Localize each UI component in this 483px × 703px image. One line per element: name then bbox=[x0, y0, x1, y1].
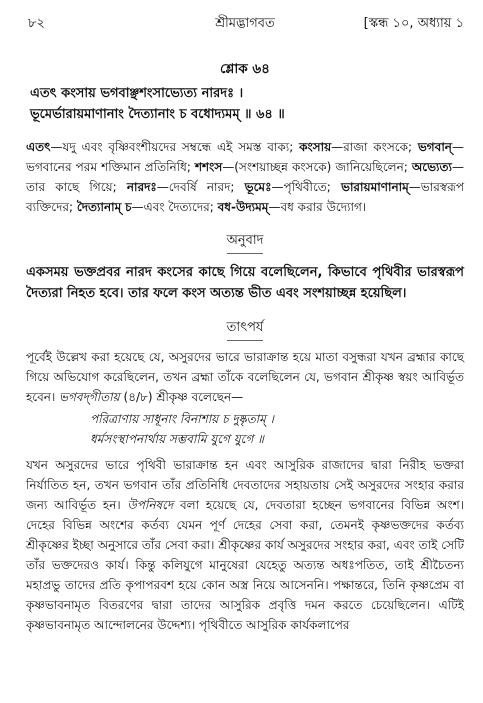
quote-line-1: পরিত্রাণায় সাধূনাং বিনাশায় চ দুষ্কৃতাম্ । bbox=[90, 412, 274, 426]
translation-title bbox=[26, 231, 464, 254]
synonym-meaning: —পৃথিবীতে; bbox=[271, 180, 342, 194]
verse-line-2: ভূমের্ভারায়মাণানাং দৈত্যানাং চ বধোদ্যমম্ ॥ ৬৪ ॥ bbox=[30, 107, 285, 122]
purport-paragraph-1 bbox=[26, 347, 464, 407]
book-title: শ্রীমদ্ভাগবত bbox=[215, 16, 275, 31]
gita-quote bbox=[26, 409, 464, 449]
purport-title-text: তাৎপর্য bbox=[227, 318, 264, 341]
purport-text: বলা হয়েছে যে, দেবতারা হচ্ছেন ভগবানের বিভিন্ন অংশ। দেহের বিভিন্ন অংশের কর্তব্য যেমন পূর্ণ দেহের সেবা করা, তেমনই কৃষ্ণভক্তদের কর্তব্য শ্রীকৃষ্ণের ইচ্ছা অনুসারে তাঁর সেবা করা। শ্রীকৃষ্ণের কার্য অসুরদের সংহার করা, এবং তাই সেটি তাঁর ভক্তদেরও কার্য। কিন্তু কলিযুগে মানুষেরা যেহেতু অত্যন্ত অধঃপতিত, তাই শ্রীচৈতন্য মহাপ্রভু তাদের প্রতি কৃপাপরবশ হয়ে কোন অস্ত্র নিয়ে আসেননি। পক্ষান্তরে, তিনি কৃষ্ণপ্রেম বা কৃষ্ণভাবনামৃত বিতরণের দ্বারা তাদের আসুরিক প্রবৃত্তি দমন করতে চেয়েছিলেন। এটিই কৃষ্ণভাবনামৃত আন্দোলনের উদ্দেশ্য। পৃথিবীতে আসুরিক কার্যকলাপের bbox=[26, 498, 465, 632]
purport-title bbox=[26, 318, 464, 341]
synonym-term: শশংস bbox=[194, 160, 223, 174]
purport-text: (৪/৮) শ্রীকৃষ্ণ বলেছেন— bbox=[119, 390, 244, 404]
sanskrit-verse bbox=[26, 83, 464, 125]
verse-line-1: এতৎ কংসায় ভগবাঞ্ছশংসাভ্যেত্য নারদঃ । bbox=[30, 86, 244, 101]
synonym-term: বধ-উদ্যমম্ bbox=[217, 200, 269, 214]
synonym-meaning: —দেবর্ষি নারদ; bbox=[156, 180, 245, 194]
synonym-term: ভগবান্ bbox=[417, 140, 452, 154]
page-number: ৮২ bbox=[28, 16, 45, 31]
quote-line-2: ধর্মসংস্থাপনার্থায় সম্ভবামি যুগে যুগে ॥ bbox=[90, 432, 264, 446]
synonym-term: নারদঃ bbox=[126, 180, 157, 194]
synonym-meaning: —রাজা কংসকে; bbox=[331, 140, 418, 154]
purport-text: পূর্বেই উল্লেখ করা হয়েছে যে, অসুরদের ভারে ভারাক্রান্ত হয়ে মাতা বসুন্ধরা যখন ব্রহ্মার কাছে গিয়ে অভিযোগ করেছিলেন, তখন ব্রহ্মা তাঁকে বলেছিলেন যে, ভগবান শ্রীকৃষ্ণ স্বয়ং আবির্ভূত হবেন। bbox=[26, 350, 464, 404]
synonym-meaning: —ভগবানের পরম শক্তিমান প্রতিনিধি; bbox=[26, 140, 464, 174]
synonym-term: ভারায়মাণানাম্ bbox=[341, 180, 409, 194]
translation-text: একসময় ভক্তপ্রবর নারদ কংসের কাছে গিয়ে বলেছিলেন, কিভাবে পৃথিবীর ভারস্বরূপ দৈত্যরা নিহত হবে। তার ফলে কংস অত্যন্ত ভীত এবং সংশয়াচ্ছন্ন হয়েছিল। bbox=[26, 265, 464, 301]
synonym-meaning: —তার কাছে গিয়ে; bbox=[26, 160, 464, 194]
page-header bbox=[26, 14, 464, 36]
canto-chapter-info: [স্কন্ধ ১০, অধ্যায় ১ bbox=[363, 16, 464, 31]
synonym-term: দৈত্যানাম্ bbox=[76, 200, 122, 214]
synonym-meaning: —যদু এবং বৃষ্ণিবংশীয়দের সম্বন্ধে এই সমস্ত বাক্য; bbox=[50, 140, 300, 154]
scripture-reference: উপনিষদে bbox=[127, 498, 174, 512]
sloka-heading: শ্লোক ৬৪ bbox=[220, 61, 270, 77]
synonym-term: কংসায় bbox=[299, 140, 332, 154]
synonym-meaning: —এবং দৈত্যদের; bbox=[131, 200, 218, 214]
synonym-term: চ bbox=[125, 200, 132, 214]
word-meanings bbox=[26, 137, 464, 217]
purport-paragraph-2 bbox=[26, 455, 464, 635]
scripture-reference: ভগবদ্‌গীতায় bbox=[59, 390, 120, 404]
book-page bbox=[26, 14, 464, 635]
translation-title-text: অনুবাদ bbox=[227, 231, 264, 254]
synonym-meaning: —(সংশয়াচ্ছন্ন কংসকে) জানিয়েছিলেন; bbox=[222, 160, 412, 174]
synonym-meaning: —বধ করার উদ্যোগ। bbox=[268, 200, 367, 214]
synonym-meaning: —ভারস্বরূপ ব্যক্তিদের; bbox=[26, 180, 464, 214]
synonym-term: এতৎ bbox=[26, 140, 51, 154]
synonym-term: ভূমেঃ bbox=[244, 180, 272, 194]
purport-text: যখন অসুরদের ভারে পৃথিবী ভারাক্রান্ত হন এবং আসুরিক রাজাদের দ্বারা নিরীহ ভক্তরা নির্যাতিত হন, তখন ভগবান তাঁর প্রতিনিধি দেবতাদের সহায়তায় সেই অসুরদের সংহার করার জন্য আবির্ভূত হন। bbox=[26, 458, 464, 512]
synonym-term: অভ্যেত্য bbox=[411, 160, 452, 174]
